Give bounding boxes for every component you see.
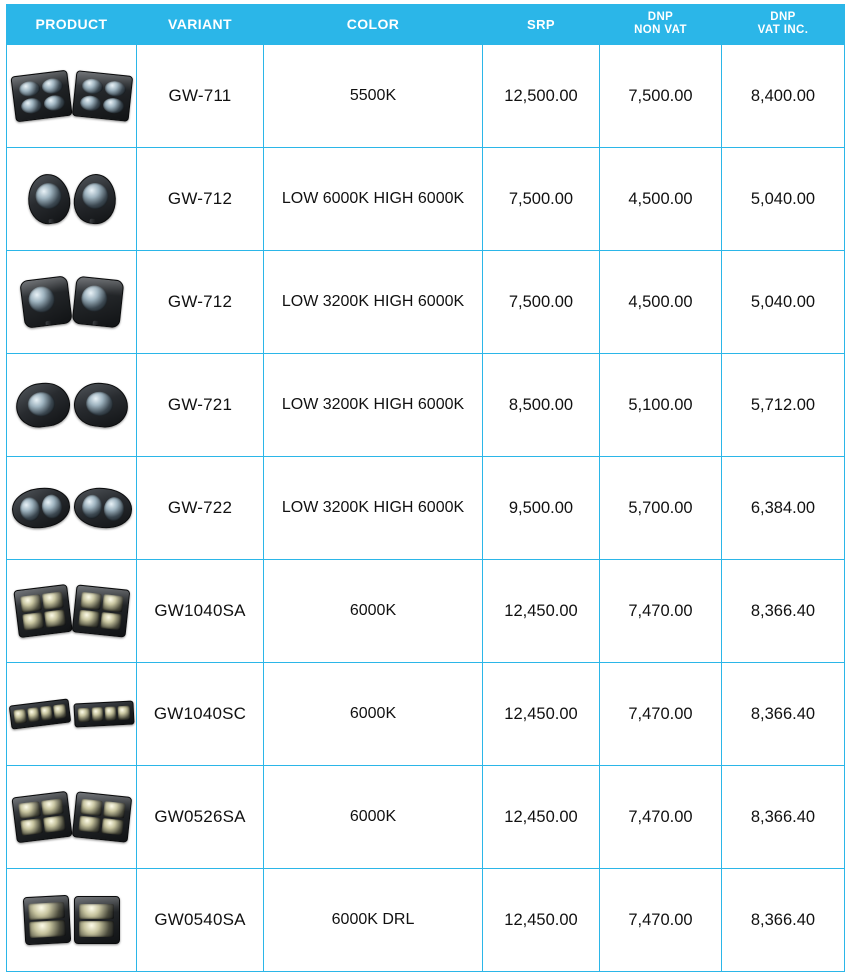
dnp-vat-inc-cell: 8,366.40	[722, 663, 845, 766]
variant-cell: GW-722	[137, 457, 264, 560]
led-headlight-pair-square-icon	[9, 48, 135, 144]
dnp-vat-inc-cell: 8,400.00	[722, 45, 845, 148]
color-cell: LOW 3200K HIGH 6000K	[264, 251, 483, 354]
column-header-dnp-non-vat-line1: DNP	[647, 11, 674, 23]
product-image-cell	[7, 663, 137, 766]
led-light-bar-pair-icon	[9, 666, 135, 762]
srp-cell: 12,450.00	[483, 560, 600, 663]
table-row	[7, 663, 845, 766]
dnp-vat-inc-cell: 5,040.00	[722, 251, 845, 354]
dnp-non-vat-cell: 7,470.00	[600, 560, 722, 663]
color-cell: 6000K DRL	[264, 869, 483, 972]
column-header-product: PRODUCT	[7, 5, 137, 45]
led-work-light-square-pair-icon	[9, 563, 135, 659]
table-row	[7, 560, 845, 663]
variant-cell: GW0526SA	[137, 766, 264, 869]
column-header-dnp-non-vat	[600, 5, 722, 45]
variant-cell: GW-712	[137, 251, 264, 354]
product-image-cell	[7, 45, 137, 148]
column-header-dnp-non-vat-line2: NON VAT	[634, 24, 687, 37]
srp-cell: 8,500.00	[483, 354, 600, 457]
dnp-vat-inc-cell: 8,366.40	[722, 560, 845, 663]
led-quad-lens-square-pair-icon	[9, 769, 135, 865]
srp-cell: 7,500.00	[483, 251, 600, 354]
dnp-vat-inc-cell: 8,366.40	[722, 766, 845, 869]
variant-cell: GW-712	[137, 148, 264, 251]
srp-cell: 12,450.00	[483, 869, 600, 972]
led-dual-lens-oval-pair-icon	[9, 460, 135, 556]
product-image-cell	[7, 251, 137, 354]
column-header-dnp-vat-inc-line2: VAT INC.	[757, 24, 809, 37]
product-image-cell	[7, 766, 137, 869]
color-cell: 6000K	[264, 560, 483, 663]
dnp-vat-inc-cell: 5,712.00	[722, 354, 845, 457]
color-cell: 6000K	[264, 766, 483, 869]
variant-cell: GW1040SC	[137, 663, 264, 766]
variant-cell: GW0540SA	[137, 869, 264, 972]
dnp-non-vat-cell: 4,500.00	[600, 251, 722, 354]
dnp-non-vat-cell: 4,500.00	[600, 148, 722, 251]
srp-cell: 9,500.00	[483, 457, 600, 560]
product-image-cell	[7, 148, 137, 251]
table-row	[7, 45, 845, 148]
product-image-cell	[7, 457, 137, 560]
dnp-non-vat-cell: 7,470.00	[600, 766, 722, 869]
led-drl-square-pair-icon	[9, 872, 135, 968]
color-cell: LOW 6000K HIGH 6000K	[264, 148, 483, 251]
dnp-vat-inc-cell: 6,384.00	[722, 457, 845, 560]
led-oval-lamp-pair-icon	[9, 357, 135, 453]
dnp-non-vat-cell: 5,700.00	[600, 457, 722, 560]
color-cell: LOW 3200K HIGH 6000K	[264, 354, 483, 457]
table-row	[7, 251, 845, 354]
color-cell: LOW 3200K HIGH 6000K	[264, 457, 483, 560]
table-row	[7, 766, 845, 869]
table-body	[7, 45, 845, 972]
variant-cell: GW1040SA	[137, 560, 264, 663]
table-header-row	[7, 5, 845, 45]
price-list-sheet	[0, 4, 850, 968]
color-cell: 5500K	[264, 45, 483, 148]
dnp-vat-inc-cell: 8,366.40	[722, 869, 845, 972]
srp-cell: 7,500.00	[483, 148, 600, 251]
product-image-cell	[7, 869, 137, 972]
column-header-color: COLOR	[264, 5, 483, 45]
dnp-non-vat-cell: 7,500.00	[600, 45, 722, 148]
column-header-srp: SRP	[483, 5, 600, 45]
color-cell: 6000K	[264, 663, 483, 766]
column-header-dnp-vat-inc-line1: DNP	[770, 11, 796, 23]
product-image-cell	[7, 354, 137, 457]
table-row	[7, 148, 845, 251]
product-price-table	[6, 4, 845, 972]
srp-cell: 12,450.00	[483, 663, 600, 766]
column-header-dnp-vat-inc	[722, 5, 845, 45]
product-image-cell	[7, 560, 137, 663]
led-projector-lamp-pair-icon	[9, 151, 135, 247]
table-row	[7, 869, 845, 972]
table-header	[7, 5, 845, 45]
dnp-non-vat-cell: 7,470.00	[600, 869, 722, 972]
srp-cell: 12,450.00	[483, 766, 600, 869]
variant-cell: GW-721	[137, 354, 264, 457]
led-projector-lamp-pair-dark-icon	[9, 254, 135, 350]
dnp-non-vat-cell: 5,100.00	[600, 354, 722, 457]
dnp-vat-inc-cell: 5,040.00	[722, 148, 845, 251]
dnp-non-vat-cell: 7,470.00	[600, 663, 722, 766]
variant-cell: GW-711	[137, 45, 264, 148]
table-row	[7, 457, 845, 560]
srp-cell: 12,500.00	[483, 45, 600, 148]
table-row	[7, 354, 845, 457]
column-header-variant: VARIANT	[137, 5, 264, 45]
